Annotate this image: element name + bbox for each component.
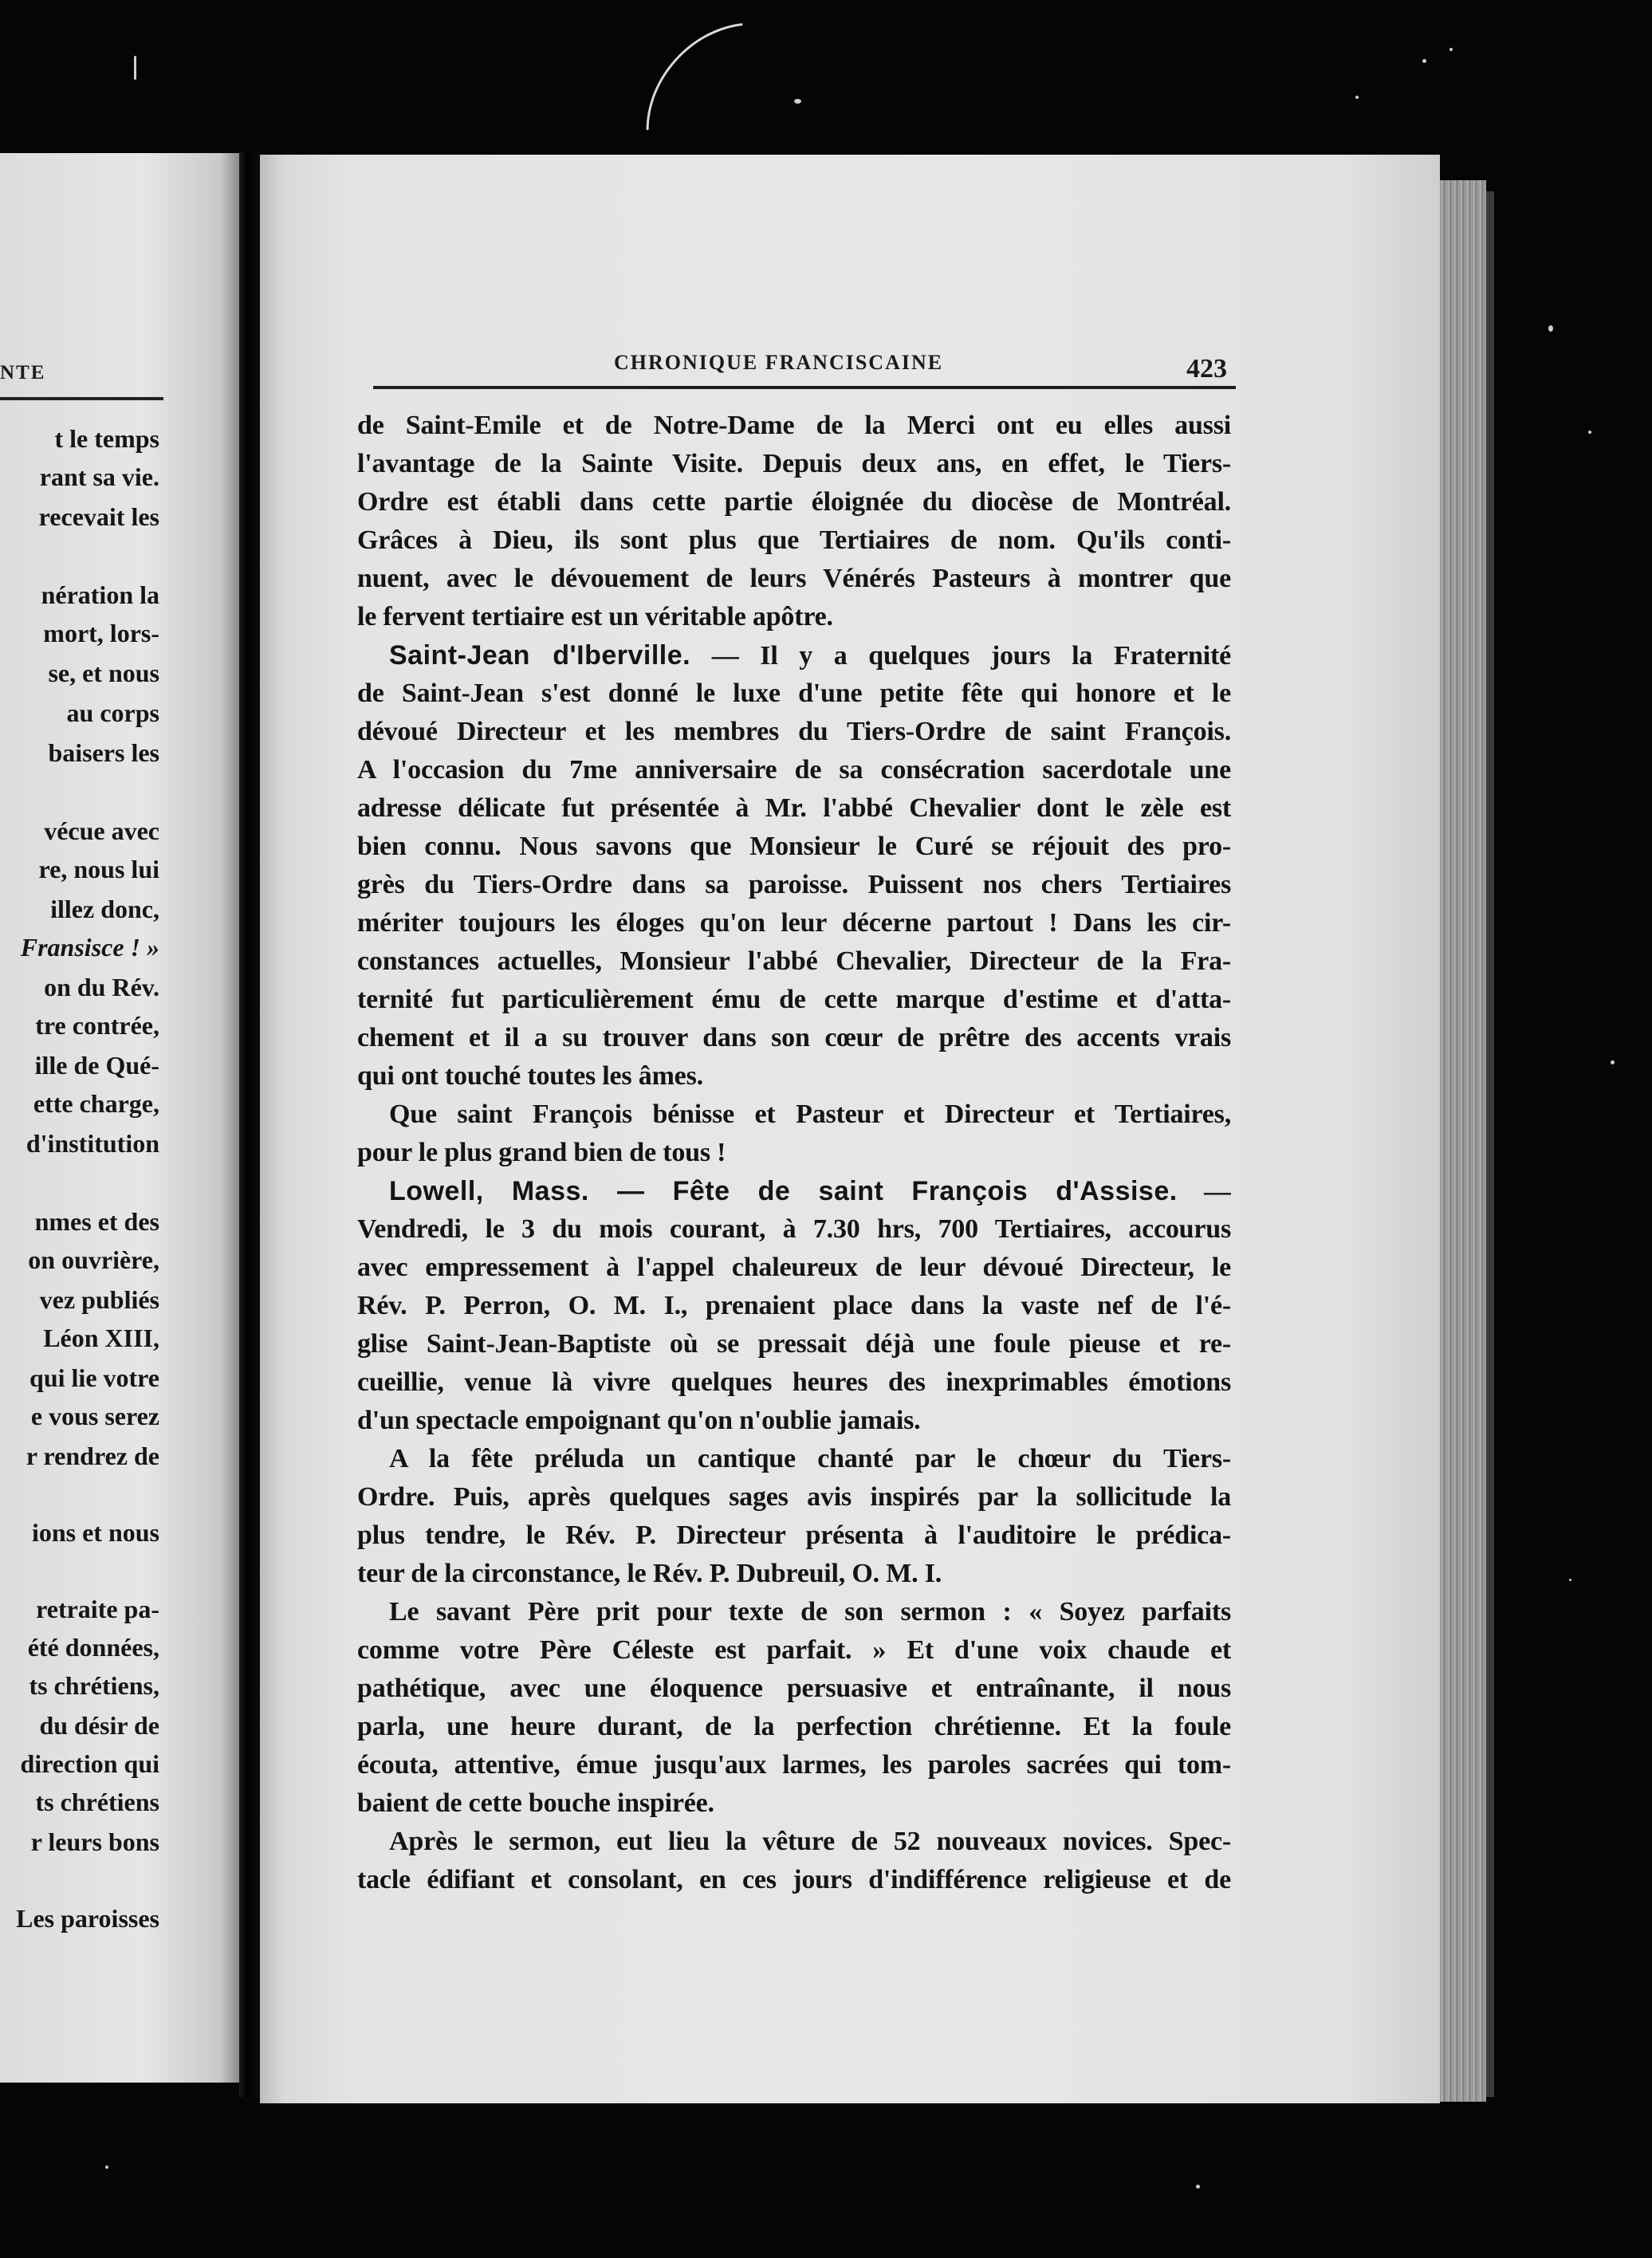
previous-page-line: ette charge, — [33, 1089, 159, 1118]
text-line: Vendredi, le 3 du mois courant, à 7.30 hrs, 700 Tertiaires, accourus — [357, 1214, 1231, 1244]
previous-page-line: direction qui — [20, 1749, 159, 1778]
text-line: avec empressement à l'appel chaleureux de leur dévoué Directeur, le — [357, 1253, 1231, 1282]
text-line: de Saint-Emile et de Notre-Dame de la Merci ont eu elles aussi — [357, 411, 1231, 440]
text-line: A la fête préluda un cantique chanté par le chœur du Tiers- — [389, 1444, 1231, 1473]
previous-page-line: se, et nous — [48, 659, 159, 687]
section-heading: Saint-Jean d'Iberville. — [389, 640, 691, 671]
page-edges-shadow — [1486, 191, 1494, 2097]
dust-speck — [1611, 1060, 1615, 1064]
previous-page-line: nmes et des — [34, 1207, 159, 1236]
previous-page-line: Fransisce ! » — [20, 933, 159, 962]
text-line: bien connu. Nous savons que Monsieur le Curé se réjouit des pro- — [357, 832, 1231, 861]
text-line: Le savant Père prit pour texte de son sermon : « Soyez parfaits — [389, 1597, 1231, 1627]
text-line: ternité fut particulièrement ému de cette marque d'estime et d'atta- — [357, 985, 1231, 1014]
text-line: Ordre. Puis, après quelques sages avis inspirés par la sollicitude la — [357, 1482, 1231, 1512]
dust-speck — [1355, 96, 1359, 99]
text-line: Rév. P. Perron, O. M. I., prenaient place dans la vaste nef de l'é- — [357, 1291, 1231, 1320]
previous-page-line: qui lie votre — [30, 1363, 159, 1392]
previous-page-line: r rendrez de — [26, 1442, 159, 1470]
previous-page-line: baisers les — [48, 738, 159, 767]
previous-page-line: nération la — [41, 580, 159, 609]
text-line: nuent, avec le dévouement de leurs Vénérés Pasteurs à montrer que — [357, 564, 1231, 593]
text-line: glise Saint-Jean-Baptiste où se pressait déjà une foule pieuse et re- — [357, 1329, 1231, 1359]
dust-speck — [1422, 59, 1426, 63]
previous-page-line: rant sa vie. — [39, 462, 159, 491]
text-line: comme votre Père Céleste est parfait. » Et d'une voix chaude et — [357, 1635, 1231, 1665]
previous-page-line: illez donc, — [50, 895, 159, 923]
section-lead-text: — — [1177, 1177, 1231, 1206]
text-line: Grâces à Dieu, ils sont plus que Tertiaires de nom. Qu'ils conti- — [357, 525, 1231, 555]
text-line: l'avantage de la Sainte Visite. Depuis deux ans, en effet, le Tiers- — [357, 449, 1231, 478]
previous-page-line: on ouvrière, — [28, 1245, 159, 1274]
previous-page-line: on du Rév. — [44, 973, 159, 1001]
text-line: pour le plus grand bien de tous ! — [357, 1138, 726, 1167]
previous-page-line: e vous serez — [30, 1402, 159, 1430]
dust-speck — [105, 2166, 108, 2169]
text-line: le fervent tertiaire est un véritable apôtre. — [357, 602, 833, 631]
text-line: pathétique, avec une éloquence persuasive et entraînante, il nous — [357, 1674, 1231, 1703]
text-line: grès du Tiers-Ordre dans sa paroisse. Puissent nos chers Tertiaires — [357, 870, 1231, 899]
previous-page-line: ions et nous — [31, 1518, 159, 1547]
text-line: Ordre est établi dans cette partie éloignée du diocèse de Montréal. — [357, 487, 1231, 517]
dust-speck — [1548, 325, 1553, 332]
text-line: qui ont touché toutes les âmes. — [357, 1061, 703, 1091]
previous-page-line: d'institution — [26, 1129, 159, 1158]
header-rule — [373, 386, 1236, 389]
text-line: écouta, attentive, émue jusqu'aux larmes, les paroles sacrées qui tom- — [357, 1750, 1231, 1780]
previous-page-line: tre contrée, — [35, 1011, 159, 1040]
text-line: plus tendre, le Rév. P. Directeur présenta à l'auditoire le prédica- — [357, 1520, 1231, 1550]
text-line: mériter toujours les éloges qu'on leur décerne partout ! Dans les cir- — [357, 908, 1231, 938]
dust-speck — [1588, 431, 1591, 434]
previous-page-line: ts chrétiens — [35, 1788, 159, 1816]
body-text — [357, 407, 1231, 1899]
page-number: 423 — [1186, 354, 1227, 384]
text-line: de Saint-Jean s'est donné le luxe d'une petite fête qui honore et le — [357, 679, 1231, 708]
previous-page-line: retraite pa- — [36, 1595, 159, 1623]
section-heading: Lowell, Mass. — Fête de saint François d'Assise. — [389, 1176, 1178, 1206]
previous-page-line: recevait les — [38, 502, 159, 531]
text-line: parla, une heure durant, de la perfection chrétienne. Et la foule — [357, 1712, 1231, 1741]
dust-speck — [134, 56, 136, 80]
text-line: Que saint François bénisse et Pasteur et Directeur et Tertiaires, — [389, 1099, 1231, 1129]
previous-page-line: Les paroisses — [16, 1904, 159, 1933]
previous-page-line: mort, lors- — [43, 619, 159, 647]
previous-page-line: re, nous lui — [38, 855, 159, 883]
dust-speck — [1569, 1579, 1571, 1581]
previous-page-line: du désir de — [39, 1711, 159, 1740]
previous-page — [0, 153, 239, 2083]
text-line: A l'occasion du 7me anniversaire de sa consécration sacerdotale une — [357, 755, 1231, 785]
previous-page-line: Léon XIII, — [43, 1324, 159, 1352]
previous-page-line: vez publiés — [39, 1285, 159, 1314]
previous-page-line: vécue avec — [44, 816, 159, 845]
text-line: tacle édifiant et consolant, en ces jours d'indifférence religieuse et de — [357, 1865, 1231, 1894]
text-line: constances actuelles, Monsieur l'abbé Chevalier, Directeur de la Fra- — [357, 946, 1231, 976]
previous-page-line: été données, — [27, 1633, 159, 1662]
text-line: adresse délicate fut présentée à Mr. l'abbé Chevalier dont le zèle est — [357, 793, 1231, 823]
previous-page-line: au corps — [66, 698, 159, 727]
dust-speck — [1196, 2185, 1200, 2189]
section-lead-text: — Il y a quelques jours la Fraternité — [690, 641, 1231, 671]
previous-page-header: NTE — [0, 362, 46, 384]
running-title: CHRONIQUE FRANCISCAINE — [614, 351, 944, 374]
text-line: Après le sermon, eut lieu la vêture de 52 nouveaux novices. Spec- — [389, 1827, 1231, 1856]
text-line: dévoué Directeur et les membres du Tiers-Ordre de saint François. — [357, 717, 1231, 746]
previous-page-rule — [0, 397, 163, 400]
text-line: chement et il a su trouver dans son cœur de prêtre des accents vrais — [357, 1023, 1231, 1052]
page-edges — [1440, 180, 1486, 2102]
previous-page-line: t le temps — [54, 424, 159, 453]
text-line: teur de la circonstance, le Rév. P. Dubreuil, O. M. I. — [357, 1559, 942, 1588]
previous-page-line: ille de Qué- — [34, 1051, 159, 1080]
text-line: baient de cette bouche inspirée. — [357, 1788, 714, 1818]
previous-page-line: r leurs bons — [30, 1827, 159, 1856]
section-heading-line — [357, 636, 1231, 675]
text-line: d'un spectacle empoignant qu'on n'oublie jamais. — [357, 1406, 921, 1435]
section-heading-line — [357, 1172, 1231, 1210]
binding-gutter — [239, 151, 260, 2097]
previous-page-line: ts chrétiens, — [29, 1671, 159, 1700]
text-line: cueillie, venue là vivre quelques heures des inexprimables émotions — [357, 1367, 1231, 1397]
dust-speck — [1449, 48, 1453, 51]
